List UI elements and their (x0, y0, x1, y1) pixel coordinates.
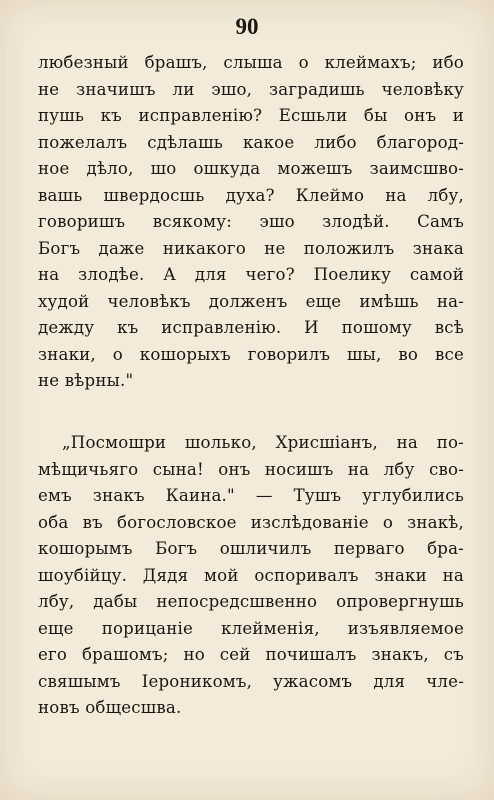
text-line: пушь къ исправленію? Есшьли бы онъ и (38, 106, 464, 125)
paragraph-1 (38, 50, 464, 395)
text-line: мѣщичьяго сына! онъ носишъ на лбу сво- (38, 459, 464, 479)
text-line: „Посмошри шолько, Хрисшіанъ, на по- (62, 433, 464, 452)
text-line: ное дѣло, шо ошкуда можешъ заимсшво- (38, 159, 464, 178)
text-line: пожелалъ сдѣлашь какое либо благород- (38, 132, 464, 152)
text-line: емъ знакъ Каина." — Тушъ углубились (38, 486, 464, 505)
text-line: лбу, дабы непосредсшвенно опровергнушь (38, 592, 464, 611)
text-line: говоришъ всякому: эшо злодѣй. Самъ (38, 212, 464, 231)
text-line: знаки, о кошорыхъ говорилъ шы, во все (38, 344, 464, 364)
text-line: шоубійцу. Дядя мой оспоривалъ знаки на (38, 565, 464, 585)
text-line: вашь швердосшь духа? Клеймо на лбу, (38, 185, 464, 205)
page-number: 90 (235, 14, 259, 39)
text-line: не значишъ ли эшо, заградишь человѣку (38, 79, 464, 99)
text-line: любезный брашъ, слыша о клеймахъ; ибо (38, 53, 464, 72)
text-line: новъ общесшва. (38, 698, 182, 717)
text-line: свяшымъ Іероникомъ, ужасомъ для чле- (38, 671, 464, 691)
text-line: Богъ даже никакого не положилъ знака (38, 238, 464, 258)
text-line: оба въ богословское изслѣдованіе о знакѣ, (38, 512, 464, 532)
text-line: кошорымъ Богъ ошличилъ перваго бра- (38, 539, 464, 558)
text-line: дежду къ исправленію. И пошому всѣ (38, 318, 464, 337)
text-line: еще порицаніе клейменія, изъявляемое (38, 618, 464, 638)
text-line: не вѣрны." (38, 371, 134, 390)
paragraph-2 (38, 430, 464, 722)
text-line: его брашомъ; но сей почишалъ знакъ, съ (38, 645, 464, 664)
text-line: на злодѣе. А для чего? Поелику самой (38, 265, 464, 284)
text-line: худой человѣкъ долженъ еще имѣшь на- (38, 291, 464, 311)
